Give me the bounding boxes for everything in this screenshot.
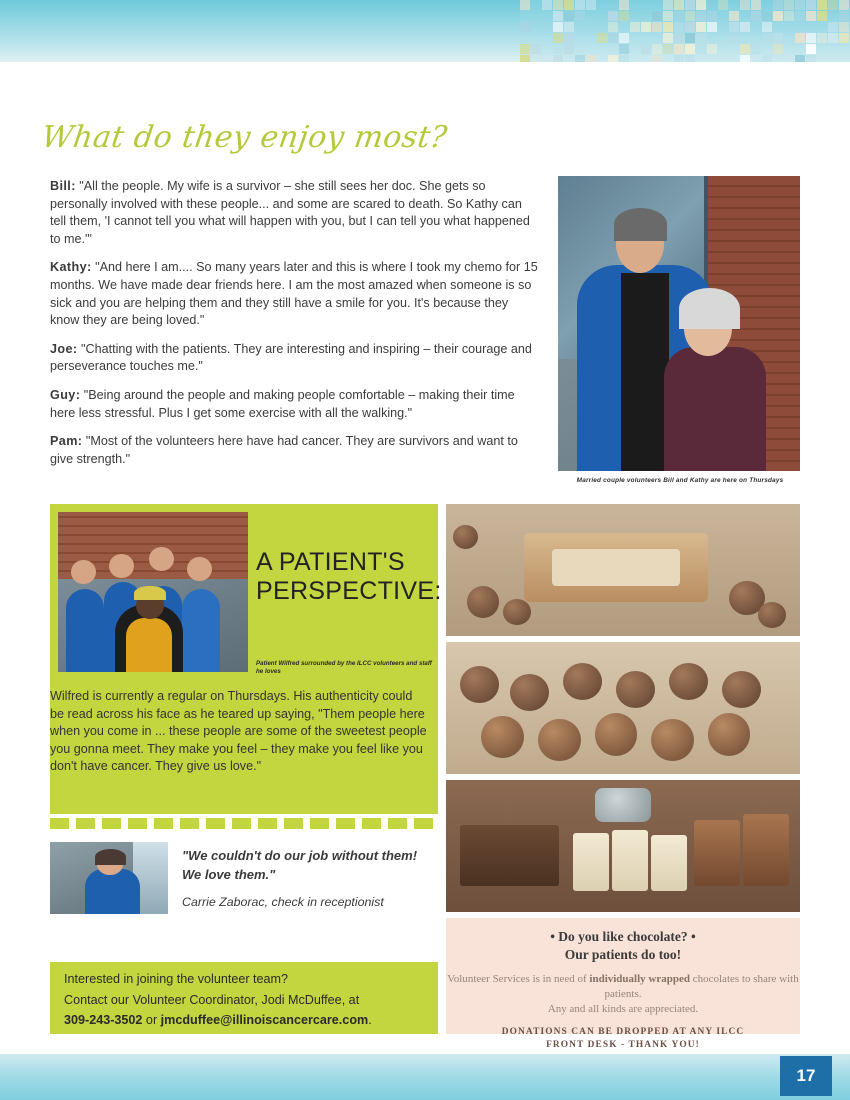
quote-item bbox=[50, 259, 540, 329]
quote-text: "All the people. My wife is a survivor – she still sees her doc. She gets so personally involved with these people... and some are scared to death. So Kathy can tell them, 'I cannot tell you what will happen with you, but I can tell you what happened to me.'" bbox=[50, 179, 530, 246]
chocolate-donation-box bbox=[446, 918, 800, 1050]
quote-speaker: Bill: bbox=[50, 179, 76, 193]
chocolate-footer-line1: DONATIONS CAN BE DROPPED AT ANY ILCC bbox=[501, 1027, 745, 1037]
mosaic-decoration-bottom bbox=[430, 1054, 720, 1100]
page-number: 17 bbox=[780, 1056, 832, 1096]
quote-speaker: Kathy: bbox=[50, 260, 92, 275]
chocolate-body-line3: Any and all kinds are appreciated. bbox=[547, 1003, 699, 1015]
page-headline: What do they enjoy most? bbox=[39, 120, 450, 155]
patient-title-line2: PERSPECTIVE: bbox=[256, 577, 442, 605]
photo-carrie-zaborac bbox=[50, 842, 168, 914]
patient-perspective-title bbox=[256, 548, 442, 606]
chocolate-body-emphasis: individually wrapped bbox=[589, 973, 690, 985]
quote-text: "Chatting with the patients. They are interesting and inspiring – their courage and perseverance touches me." bbox=[50, 341, 532, 374]
photo-truffles bbox=[446, 642, 800, 774]
chocolate-body-pre: Volunteer Services is in need of bbox=[447, 973, 590, 985]
photo-chocolate-assortment bbox=[446, 780, 800, 912]
volunteer-contact-box bbox=[50, 962, 438, 1034]
chocolate-footer-line2: FRONT DESK - THANK YOU! bbox=[546, 1040, 700, 1050]
quote-text: "Most of the volunteers here have had cancer. They are survivors and want to give strength." bbox=[50, 434, 518, 466]
chocolate-footer bbox=[446, 1026, 800, 1052]
mosaic-decoration-top bbox=[520, 0, 850, 62]
quote-item bbox=[50, 178, 540, 248]
photo-bill-and-kathy bbox=[558, 176, 800, 471]
quote-item bbox=[50, 433, 540, 468]
chocolate-title-line2: Our patients do too! bbox=[564, 947, 682, 962]
quote-text: "Being around the people and making people comfortable – making their time here less stressful. Plus I get some exercise with all the walking." bbox=[50, 387, 515, 420]
top-banner-gradient bbox=[0, 0, 520, 62]
quote-speaker: Pam: bbox=[50, 434, 83, 449]
quote-text: "And here I am.... So many years later and this is where I took my chemo for 15 months. We have made dear friends here. I am the most amazed when someone is so sick and you are helping them and they still have a smile for you. It's because they know they are being loved." bbox=[50, 260, 538, 328]
contact-line-2: Contact our Volunteer Coordinator, Jodi McDuffee, at bbox=[64, 993, 360, 1007]
caption-bill-and-kathy: Married couple volunteers Bill and Kathy are here on Thursdays bbox=[576, 477, 784, 484]
top-banner bbox=[0, 0, 850, 62]
patient-title-line1: A PATIENT'S bbox=[256, 548, 405, 576]
receptionist-attribution: Carrie Zaborac, check in receptionist bbox=[182, 895, 384, 909]
chocolate-body-post: chocolates to share with patients. bbox=[604, 973, 799, 1000]
volunteer-quotes bbox=[50, 178, 540, 479]
contact-or: or bbox=[142, 1013, 161, 1027]
receptionist-quote: "We couldn't do our job without them! We love them." bbox=[182, 848, 418, 882]
quote-speaker: Guy: bbox=[50, 387, 81, 402]
contact-email[interactable]: jmcduffee@illinoiscancercare.com bbox=[160, 1013, 369, 1027]
chocolate-title-line1: • Do you like chocolate? • bbox=[550, 929, 696, 944]
contact-line-3 bbox=[64, 1013, 424, 1027]
chocolate-body bbox=[446, 972, 800, 1017]
bottom-banner bbox=[0, 1054, 850, 1100]
patient-perspective-body: Wilfred is currently a regular on Thursdays. His authenticity could be read across his face as he teared up saying, "Them people here when you come in ... these people are some of the sweetest people you gonna meet. They make you feel – they make you feel like you don't have cancer. They give us love." bbox=[50, 689, 427, 774]
contact-phone[interactable]: 309-243-3502 bbox=[64, 1013, 143, 1027]
quote-item bbox=[50, 387, 540, 422]
photo-wilfred-and-volunteers bbox=[58, 512, 248, 672]
dashed-divider bbox=[50, 818, 438, 829]
photo-chocolate-bar bbox=[446, 504, 800, 636]
contact-line-1: Interested in joining the volunteer team? bbox=[64, 972, 289, 986]
caption-wilfred: Patient Wilfred surrounded by the ILCC volunteers and staff he loves bbox=[256, 660, 432, 675]
contact-period: . bbox=[368, 1013, 372, 1027]
quote-item bbox=[50, 341, 540, 376]
quote-speaker: Joe: bbox=[50, 341, 78, 356]
